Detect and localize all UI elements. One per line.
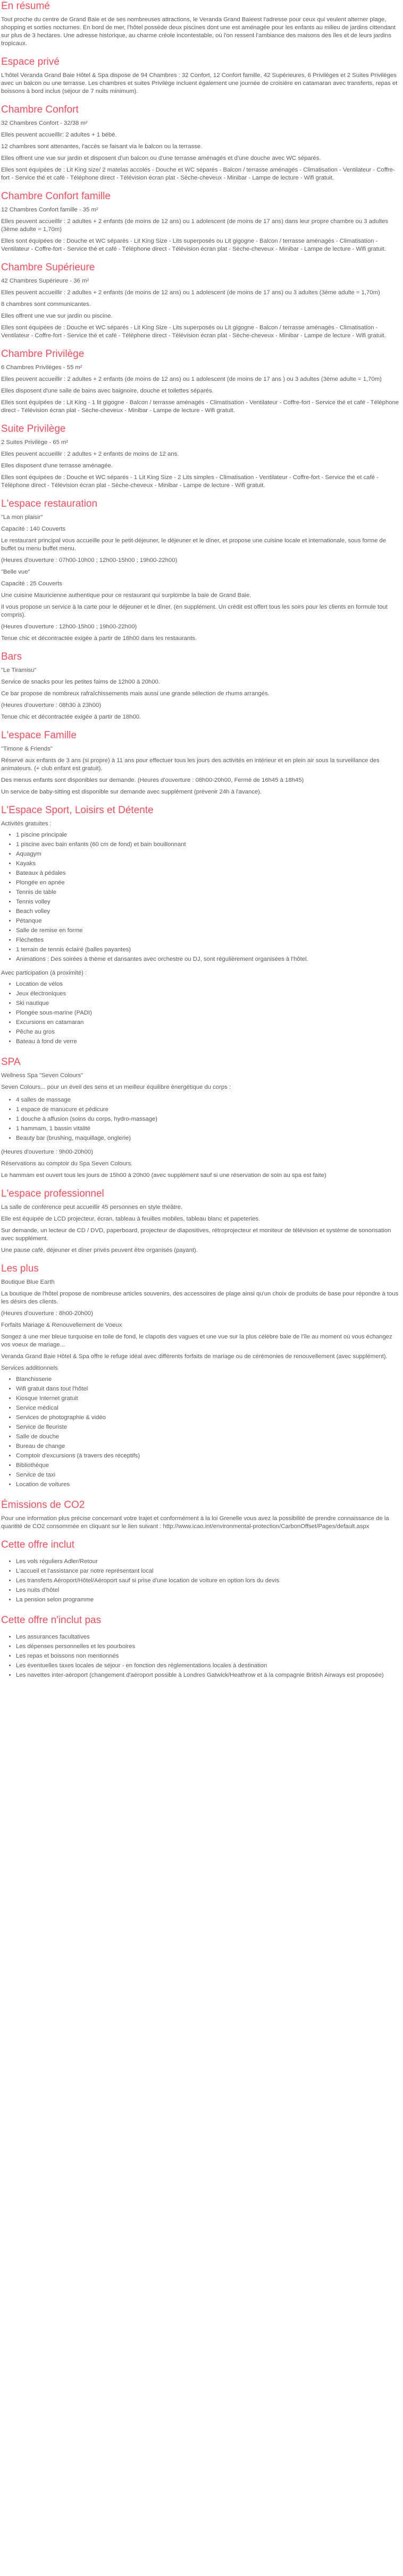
- paragraph: 8 chambres sont communicantes.: [1, 301, 91, 308]
- section: [1, 419, 402, 490]
- bullet-list: [1, 1557, 402, 1605]
- paragraph: Elles peuvent accueillir: 2 adultes + 1 bébé.: [1, 132, 117, 138]
- section: [1, 1258, 402, 1489]
- section: [1, 257, 402, 340]
- paragraph: Wellness Spa "Seven Colours": [1, 1072, 83, 1079]
- section-heading: Émissions de CO2: [1, 1499, 85, 1511]
- list-item: • Les repas et boissons non mentionnés: [16, 1651, 402, 1661]
- paragraph: Sur demande, un lecteur de CD / DVD, paperboard, projecteur de diapositives, rétroprojecteur et moniteur de télévision et système de sonorisation avec supplément.: [1, 1227, 391, 1242]
- paragraph: Elles peuvent accueillir : 2 adultes + 2 enfants (de moins de 12 ans) ou 1 adolescent (de moins de 17 ans ) ou 3 adultes (3ème adulte = 1,70m): [1, 376, 382, 382]
- paragraph: Il vous propose un service à la carte pour le déjeuner et le dîner, (en supplément. Un crédit est offert tous les soirs pour les clients en formule tout compris).: [1, 604, 388, 618]
- list-item: • Bateaux à pédales: [16, 868, 402, 878]
- section-heading: Cette offre n'inclut pas: [1, 1615, 102, 1626]
- list-item: • Services de photographie & vidéo: [16, 1413, 402, 1422]
- list-item: • 1 terrain de tennis éclairé (balles payantes): [16, 945, 402, 954]
- list-item: • Les vols réguliers Adler/Retour: [16, 1557, 402, 1566]
- section: [1, 186, 402, 253]
- list-item: • 1 douche à affusion (soins du corps, hydro-massage): [16, 1114, 402, 1124]
- paragraph: (Heures d'ouverture : 8h00-20h00): [1, 1310, 93, 1317]
- list-item: • Tennis de table: [16, 888, 402, 897]
- section: [1, 344, 402, 415]
- section-heading: Chambre Confort: [1, 104, 79, 115]
- list-item: • Service médical: [16, 1403, 402, 1413]
- paragraph: "Le Tiramisu": [1, 667, 37, 673]
- list-item: • Comptoir d'excursions (à travers des réceptifs): [16, 1451, 402, 1461]
- list-item: • Plongée sous-marine (PADI): [16, 1008, 402, 1018]
- list-item: • Fléchettes: [16, 935, 402, 945]
- paragraph: La salle de conférence peut accueillir 45 personnes en style théâtre.: [1, 1204, 183, 1210]
- paragraph: Des menus enfants sont disponibles sur demande. (Heures d'ouverture : 08h00-20h00, Fermé de 16h45 à 18h45): [1, 777, 304, 783]
- paragraph: Elles sont équipées de : Douche et WC séparés - Lit King Size - Lits superposés ou Lit gigogne - Balcon / terrasse aménagés - Climatisation - Ventilateur - Coffre-fort - Service thé et café - Téléphone direct - Télévision écran plat - Sèche-cheveux - Minibar - Lampe de lecture - Wifi gratuit.: [1, 238, 386, 252]
- list-item: • Les nuits d'hôtel: [16, 1585, 402, 1595]
- paragraph: (Heures d'ouverture : 07h00-10h00 ; 12h00-15h00 ; 19h00-22h00): [1, 557, 178, 564]
- list-item: • Location de vélos: [16, 979, 402, 989]
- paragraph: Veranda Grand Baie Hôtel & Spa offre le refuge idéal avec différents forfaits de mariage ou de cérémonies de renouvellement (avec supplément).: [1, 1353, 388, 1360]
- section: [1, 1052, 402, 1180]
- bullet-list: [1, 1375, 402, 1489]
- paragraph: Elles peuvent accueillir : 2 adultes + 2 enfants (de moins de 12 ans) ou 1 adolescent (de moins de 17 ans) ou 3 adultes (3ème adulte = 1,70m): [1, 289, 380, 296]
- section-heading: L'espace restauration: [1, 498, 98, 509]
- paragraph: Elles sont équipées de : Lit King - 1 lit gigogne - Balcon / terrasse aménagés - Climatisation - Ventilateur - Coffre-fort - Service thé et café - Téléphone direct - Télévision écran plat - Sèche-cheveux - Minibar - Lampe de lecture - Wifi gratuit.: [1, 399, 399, 414]
- list-label: Services additionnels: [1, 1365, 58, 1371]
- paragraph: L'hôtel Veranda Grand Baie Hôtel & Spa dispose de 94 Chambres : 32 Confort, 12 Confort famille, 42 Supérieures, 6 Privilèges et 2 Suites Privilèges avec un balcon ou une terrasse. Les chambres et suites Privilège incluent également une journée de croisière en catamaran avec transferts, repas et boissons à bord inclus (séjour de 7 nuits minimum).: [1, 72, 398, 95]
- paragraph: Le hammam est ouvert tous les jours de 15h00 à 20h00 (avec supplément sauf si une réservation de soin au spa est faite): [1, 1172, 326, 1179]
- paragraph: Pour une information plus précise concernant votre trajet et conformément à la loi Grenelle vous avez la possibilité de prendre connaissance de la quantité de CO2 consommée en cliquant sur le lien suivant : http://www.icao.int/environmental-protection/CarbonOffset/Pages/default.aspx: [1, 1515, 389, 1530]
- paragraph: 2 Suites Privilège - 65 m²: [1, 439, 69, 446]
- paragraph: Elles sont équipées de : Douche et WC séparés - 1 Lit King Size - 2 Lits simples - Climatisation - Ventilateur - Coffre-fort - Service thé et café - Téléphone direct - Télévision écran plat - Sèche-cheveux - Minibar - Lampe de lecture - Wifi gratuit.: [1, 474, 379, 489]
- paragraph: "Belle vue": [1, 569, 30, 575]
- section-heading: L'Espace Sport, Loisirs et Détente: [1, 805, 154, 816]
- paragraph: 6 Chambres Privilèges - 55 m²: [1, 364, 82, 371]
- list-item: • Service de fleuriste: [16, 1422, 402, 1432]
- list-item: • Les dépenses personnelles et les pourboires: [16, 1642, 402, 1651]
- section: [1, 1534, 402, 1605]
- paragraph: 12 Chambres Confort famille - 35 m²: [1, 207, 98, 213]
- paragraph: Un service de baby-sitting est disponible sur demande avec supplément (prévenir 24h à l'avance).: [1, 789, 262, 795]
- list-item: • 1 piscine avec bain enfants (60 cm de fond) et bain bouillonnant: [16, 840, 402, 849]
- paragraph: Elles offrent une vue sur jardin ou piscine.: [1, 313, 113, 319]
- list-item: • Kayaks: [16, 859, 402, 868]
- paragraph: Elles disposent d'une terrasse aménagée.: [1, 463, 113, 469]
- paragraph: 42 Chambres Supérieure - 36 m²: [1, 278, 89, 284]
- paragraph: Elles disposent d'une salle de bains avec baignoire, douche et toilettes séparés.: [1, 388, 214, 394]
- paragraph: Elles peuvent accueillir : 2 adultes + 2 enfants de moins de 12 ans.: [1, 451, 179, 457]
- paragraph: Elles offrent une vue sur jardin et disposent d'un balcon ou d'une terrasse aménagés et d'une douche avec WC séparés.: [1, 155, 321, 161]
- list-item: • Wifi gratuit dans tout l'hôtel: [16, 1384, 402, 1394]
- section: [1, 725, 402, 796]
- list-item: • Ski nautique: [16, 999, 402, 1008]
- paragraph: Boutique Blue Earth: [1, 1279, 55, 1285]
- bullet-list: [1, 1095, 402, 1143]
- section: [1, 646, 402, 721]
- section: [1, 99, 402, 182]
- section-heading: Bars: [1, 651, 22, 662]
- section: [1, 493, 402, 643]
- list-item: • 1 hammam, 1 bassin vitalité: [16, 1124, 402, 1133]
- section: [1, 800, 402, 1046]
- paragraph: 12 chambres sont attenantes, l'accès se faisant via le balcon ou la terrasse.: [1, 143, 203, 150]
- paragraph: Le restaurant principal vous accueille pour le petit-déjeuner, le déjeuner et le dîner, et propose une cuisine locale et internationale, sous forme de buffet ou menu buffet menu.: [1, 538, 387, 552]
- list-item: • Aquagym: [16, 849, 402, 859]
- list-item: • Excursions en catamaran: [16, 1018, 402, 1027]
- bullet-list: [1, 830, 402, 964]
- list-item: • Plongée en apnée: [16, 878, 402, 888]
- section-heading: L'espace Famille: [1, 730, 77, 741]
- list-label: Avec participation (à proximité) :: [1, 970, 87, 976]
- list-item: • Salle de douche: [16, 1432, 402, 1441]
- section: [1, 1183, 402, 1255]
- bullet-list: [1, 1632, 402, 1680]
- paragraph: 32 Chambres Confort - 32/38 m²: [1, 120, 88, 126]
- section-heading: En résumé: [1, 1, 50, 12]
- list-item: • Les navettes inter-aéroport (changement d'aéroport possible à Londres Gatwick/Heathrow et à la compagnie British Airways est proposée): [16, 1670, 402, 1680]
- paragraph: Elles sont équipées de : Douche et WC séparés - Lit King Size - Lits superposés ou Lit gigogne - Balcon / terrasse aménagés - Climatisation - Ventilateur - Coffre-fort - Service thé et café - Téléphone direct - Télévision écran plat - Sèche-cheveux - Minibar - Lampe de lecture - Wifi gratuit.: [1, 325, 386, 339]
- paragraph: Ce bar propose de nombreux rafraîchissements mais aussi une grande sélection de rhums arrangés.: [1, 690, 270, 697]
- list-label: Activités gratuites :: [1, 821, 52, 827]
- section-heading: Suite Privilège: [1, 423, 66, 434]
- section-heading: Espace privé: [1, 56, 60, 67]
- paragraph: La boutique de l'hôtel propose de nombreuse articles souvenirs, des accessoires de plage ainsi qu'un choix de produits de base pour répondre à tous les désirs des clients.: [1, 1291, 399, 1305]
- list-item: • L'accueil et l'assistance par notre représentant local: [16, 1566, 402, 1576]
- bullet-list: [1, 979, 402, 1046]
- paragraph: Tenue chic et décontractée exigée à partir de 18h00.: [1, 714, 141, 720]
- paragraph: Seven Colours... pour un éveil des sens et un meilleur équilibre énergétique du corps :: [1, 1084, 231, 1090]
- section-heading: Cette offre inclut: [1, 1539, 75, 1550]
- paragraph: Elles sont équipées de : Lit King size/ 2 matelas accolés - Douche et WC séparés - Balcon / terrasse aménagés - Climatisation - Ventilateur - Coffre-fort - Service thé et café - Téléphone direct - Télévision écran plat - Sèche-cheveux - Minibar - Lampe de lecture - Wifi gratuit.: [1, 167, 395, 181]
- section-heading: Chambre Supérieure: [1, 262, 95, 273]
- paragraph: "Timone & Friends": [1, 746, 53, 752]
- section: [1, 52, 402, 96]
- list-item: • Service de taxi: [16, 1470, 402, 1480]
- list-item: • Les transferts Aéroport/Hôtel/Aéroport sauf si prise d'une location de voiture en option lors du devis: [16, 1576, 402, 1585]
- list-item: • Location de voitures: [16, 1480, 402, 1489]
- paragraph: (Heures d'ouverture : 08h30 à 23h00): [1, 702, 102, 709]
- list-item: • Tennis volley: [16, 897, 402, 907]
- section-heading: Chambre Privilège: [1, 348, 85, 360]
- paragraph: Forfaits Mariage & Renouvellement de Voeux: [1, 1322, 122, 1328]
- paragraph: Réservé aux enfants de 3 ans (si propre) à 11 ans pour effectuer tous les jours des activités en intérieur et en plein air sous la surveillance des animateurs. (+ club enfant est gratuit).: [1, 757, 380, 772]
- paragraph: Elles peuvent accueillir : 2 adultes + 2 enfants (de moins de 12 ans) ou 1 adolescent (de moins de 17 ans) dans leur propre chambre ou 3 adultes (3ème adulte = 1,70m): [1, 218, 389, 233]
- paragraph: Elle est équipée de LCD projecteur, écran, tableau à feuilles mobiles, tableau blanc et papeteries.: [1, 1216, 261, 1222]
- list-item: • 1 piscine principale: [16, 830, 402, 840]
- section-heading: L'espace professionnel: [1, 1188, 104, 1199]
- section: [1, 0, 402, 48]
- paragraph: "La mon plaisir": [1, 514, 43, 521]
- list-item: • Les assurances facultatives: [16, 1632, 402, 1642]
- section: [1, 1610, 402, 1680]
- list-item: • Salle de remise en forme: [16, 926, 402, 935]
- list-item: • 4 salles de massage: [16, 1095, 402, 1105]
- paragraph: Réservations au comptoir du Spa Seven Colours.: [1, 1161, 133, 1167]
- paragraph: (Heures d'ouverture : 9h00-20h00): [1, 1149, 93, 1155]
- paragraph: Songez à une mer bleue turquoise en toile de fond, le clapotis des vagues et une vue sur la plus célèbre baie de l'île au moment où vous échangez vos voeux de mariage...: [1, 1334, 392, 1348]
- section-heading: Chambre Confort famille: [1, 191, 111, 202]
- list-item: • Kiosque Internet gratuit: [16, 1394, 402, 1403]
- paragraph: Capacité : 140 Couverts: [1, 526, 66, 532]
- paragraph: Tenue chic et décontractée exigée à partir de 18h00 dans les restaurants.: [1, 635, 197, 642]
- list-item: • La pension selon programme: [16, 1595, 402, 1605]
- list-item: • 1 espace de manucure et pédicure: [16, 1105, 402, 1114]
- paragraph: Capacité : 25 Couverts: [1, 581, 62, 587]
- list-item: • Bureau de change: [16, 1441, 402, 1451]
- section-heading: SPA: [1, 1056, 21, 1068]
- list-item: • Pétanque: [16, 916, 402, 926]
- list-item: • Les éventuelles taxes locales de séjour - en fonction des réglementations locales à destination: [16, 1661, 402, 1670]
- list-item: • Pêche au gros: [16, 1027, 402, 1037]
- paragraph: Tout proche du centre de Grand Baie et de ses nombreuses attractions, le Veranda Grand Baieest l'adresse pour ceux qui veulent alterner plage, shopping et sorties nocturnes. En bord de mer, l'hôtel possède deux piscines dont une est aménagée pour les enfants au milieu de jardins cittendant sur plus de 3 hectares. Une adresse historique, au charme créole incontestable, où l'on ressent l'ambiance des maisons des îles et de leurs jardins tropicaux.: [1, 16, 396, 47]
- section: [1, 1495, 402, 1531]
- list-item: • Beauty bar (brushing, maquillage, onglerie): [16, 1133, 402, 1143]
- section-heading: Les plus: [1, 1263, 39, 1274]
- list-item: • Beach volley: [16, 907, 402, 916]
- paragraph: Service de snacks pour les petites faims de 12h00 à 20h00.: [1, 679, 160, 685]
- paragraph: Une cuisine Mauricienne authentique pour ce restaurant qui surplombe la baie de Grand Baie.: [1, 592, 251, 599]
- list-item: • Bateau à fond de verre: [16, 1037, 402, 1046]
- paragraph: Une pause café, déjeuner et dîner privés peuvent être organisés (payant).: [1, 1247, 198, 1253]
- list-item: • Bibliothèque: [16, 1461, 402, 1470]
- list-item: • Animations : Des soirées à thème et dansantes avec orchestre ou DJ, sont régulièrement organisées à l'hôtel.: [16, 954, 402, 964]
- paragraph: (Heures d'ouverture : 12h00-15h00 ; 19h00-22h00): [1, 624, 137, 630]
- list-item: • Jeux électroniques: [16, 989, 402, 999]
- list-item: • Blanchisserie: [16, 1375, 402, 1384]
